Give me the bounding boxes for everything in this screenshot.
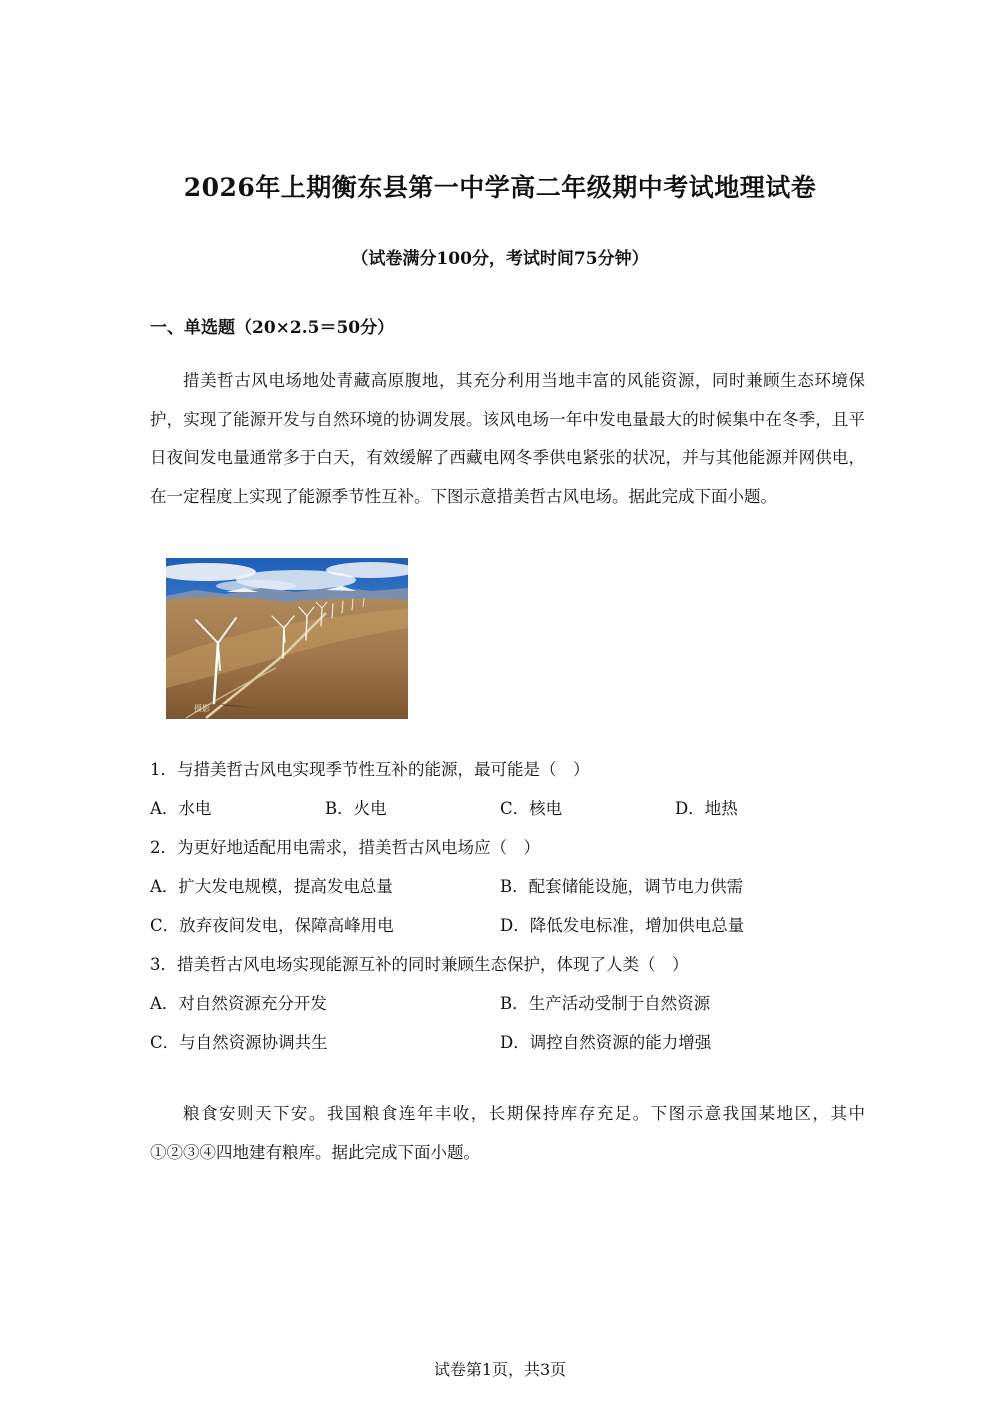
question-3-stem: 3．措美哲古风电场实现能源互补的同时兼顾生态保护，体现了人类（ ）: [150, 955, 689, 974]
question-2-option-a[interactable]: A．扩大发电规模，提高发电总量: [150, 877, 393, 896]
wind-farm-photo: [166, 558, 408, 719]
question-1-option-d[interactable]: D．地热: [675, 799, 738, 818]
exam-title: 2026年上期衡东县第一中学高二年级期中考试地理试卷: [183, 173, 817, 202]
question-1-option-c[interactable]: C．核电: [500, 799, 563, 818]
photo-watermark: 摄影: [194, 704, 210, 713]
question-2-option-d[interactable]: D．降低发电标准，增加供电总量: [500, 916, 745, 935]
section-heading: 一、单选题（20×2.5＝50分）: [150, 318, 395, 338]
question-1-option-b[interactable]: B．火电: [325, 799, 387, 818]
question-2-option-b[interactable]: B．配套储能设施，调节电力供需: [500, 877, 744, 896]
question-3-option-c[interactable]: C．与自然资源协调共生: [150, 1033, 328, 1052]
passage-wind-farm: 措美哲古风电场地处青藏高原腹地，其充分利用当地丰富的风能资源，同时兼顾生态环境保护，实现了能源开发与自然环境的协调发展。该风电场一年中发电量最大的时候集中在冬季，且平日夜间发电量通常多于白天，有效缓解了西藏电网冬季供电紧张的状况，并与其他能源并网供电，在一定程度上实现了能源季节性互补。下图示意措美哲古风电场。据此完成下面小题。: [150, 371, 865, 506]
question-1-option-a[interactable]: A．水电: [150, 799, 212, 818]
question-1-stem: 1．与措美哲古风电实现季节性互补的能源，最可能是（ ）: [150, 760, 590, 779]
question-2-stem: 2．为更好地适配用电需求，措美哲古风电场应（ ）: [150, 838, 540, 857]
exam-subtitle: （试卷满分100分，考试时间75分钟）: [351, 249, 649, 269]
question-2-option-c[interactable]: C．放弃夜间发电，保障高峰用电: [150, 916, 394, 935]
passage-grain-storage: 粮食安则天下安。我国粮食连年丰收，长期保持库存充足。下图示意我国某地区，其中①②③④四地建有粮库。据此完成下面小题。: [150, 1104, 865, 1162]
question-3-option-a[interactable]: A．对自然资源充分开发: [150, 994, 327, 1013]
page-number-footer: 试卷第1页，共3页: [433, 1360, 567, 1379]
question-3-option-d[interactable]: D．调控自然资源的能力增强: [500, 1033, 712, 1052]
question-3-option-b[interactable]: B．生产活动受制于自然资源: [500, 994, 711, 1013]
